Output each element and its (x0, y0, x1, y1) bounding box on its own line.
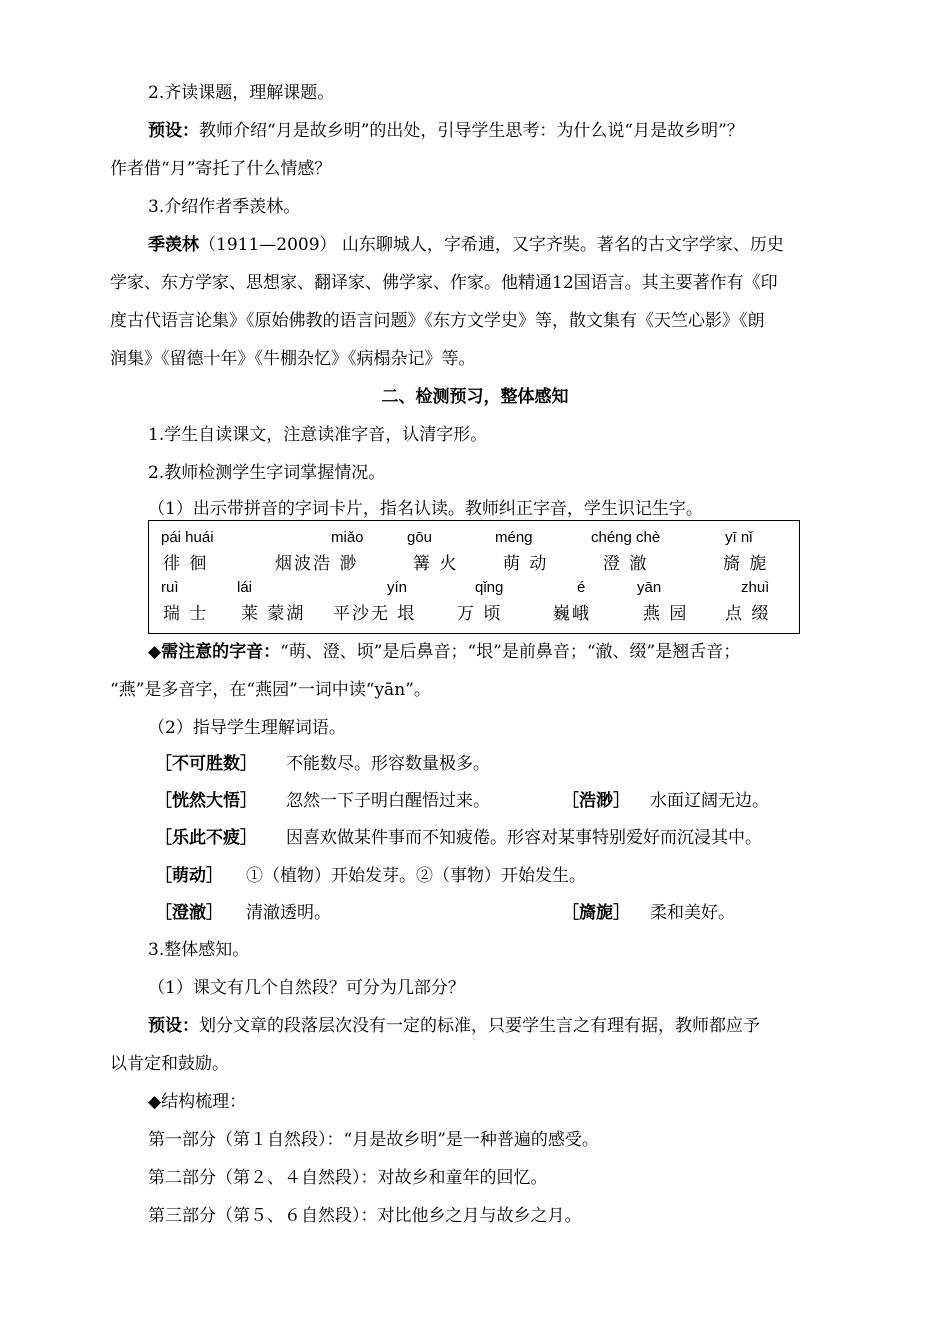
author-bio-text: （1911—2009） 山东聊城人，字希逋，又字齐奘。著名的古文字学家、历史 (199, 235, 784, 255)
preset-text: 划分文章的段落层次没有一定的标准，只要学生言之有理有据，教师都应予 (199, 1016, 760, 1036)
pinyin: yín (387, 579, 408, 596)
vocab-term: ［萌动］ (155, 866, 223, 886)
note-text: “萌、澄、顷”是后鼻音；“垠”是前鼻音；“澈、缀”是翘舌音； (280, 642, 741, 662)
structure-part-3: 第三部分（第５、６自然段）：对比他乡之月与故乡之月。 (148, 1206, 582, 1226)
step-read-title: 2.齐读课题，理解课题。 (148, 83, 335, 103)
vocab-term: ［不可胜数］ (155, 754, 257, 774)
vocab-term: ［恍然大悟］ (155, 791, 257, 811)
pinyin: lái (237, 579, 253, 596)
word: 平沙无 垠 (333, 604, 417, 624)
preset-label: 预设： (148, 121, 199, 141)
vocab-term: ［乐此不疲］ (155, 828, 257, 848)
vocab-definition: 水面辽阔无边。 (650, 791, 769, 811)
vocab-definition: 柔和美好。 (650, 903, 735, 923)
vocab-definition: 清澈透明。 (246, 903, 331, 923)
word: 烟波浩 渺 (275, 554, 359, 574)
structure-part-2: 第二部分（第２、４自然段）：对故乡和童年的回忆。 (148, 1168, 548, 1188)
vocab-definition: 忽然一下子明白醒悟过来。 (286, 791, 490, 811)
note-label: ◆需注意的字音： (148, 642, 281, 662)
vocab-term: ［澄澈］ (155, 903, 223, 923)
step-introduce-author: 3.介绍作者季羡林。 (148, 197, 301, 217)
pronunciation-note (148, 640, 888, 664)
step-explain-words: （2）指导学生理解词语。 (148, 718, 346, 738)
section-heading: 二、检测预习，整体感知 (381, 387, 569, 407)
step-check-vocab: 2.教师检测学生字词掌握情况。 (148, 463, 386, 483)
word: 莱 蒙湖 (241, 604, 306, 624)
author-bio-line-1 (148, 233, 888, 257)
word: 澄 澈 (603, 554, 649, 574)
structure-heading: ◆结构梳理： (148, 1092, 247, 1112)
pinyin: yī nǐ (725, 529, 753, 546)
author-name: 季羡林 (148, 235, 199, 255)
pinyin: yān (637, 579, 662, 596)
preset-paragraph-2 (148, 1014, 888, 1038)
word: 燕 园 (643, 604, 689, 624)
pinyin: zhuì (741, 579, 770, 596)
preset-paragraph-1 (148, 119, 888, 143)
vocab-definition: ①（植物）开始发芽。②（事物）开始发生。 (246, 866, 586, 886)
word: 萌 动 (503, 554, 549, 574)
author-bio-line-4: 润集》《留德十年》《牛棚杂忆》《病榻杂记》等。 (110, 349, 476, 369)
preset-paragraph-1-cont: 作者借“月”寄托了什么情感？ (110, 159, 332, 179)
author-bio-line-2: 学家、东方学家、思想家、翻译家、佛学家、作家。他精通12国语言。其主要著作有《印 (110, 273, 778, 293)
preset-paragraph-2-cont: 以肯定和鼓励。 (110, 1054, 229, 1074)
structure-part-1: 第一部分（第１自然段）：“月是故乡明”是一种普遍的感受。 (148, 1130, 599, 1150)
word: 万 顷 (457, 604, 503, 624)
step-show-cards: （1）出示带拼音的字词卡片，指名认读。教师纠正字音，学生识记生字。 (148, 499, 703, 519)
word: 巍峨 (553, 604, 591, 624)
pinyin: chéng chè (591, 529, 661, 546)
preset-text: 教师介绍“月是故乡明”的出处，引导学生思考：为什么说“月是故乡明”？ (199, 121, 744, 141)
pinyin: qǐng (475, 579, 504, 596)
pinyin: pái huái (161, 529, 214, 546)
pinyin: ruì (161, 579, 179, 596)
step-overall-perception: 3.整体感知。 (148, 940, 250, 960)
word: 点 缀 (725, 604, 771, 624)
vocab-definition: 因喜欢做某件事而不知疲倦。形容对某事特别爱好而沉浸其中。 (286, 828, 762, 848)
word: 徘 徊 (163, 554, 209, 574)
pinyin: méng (495, 529, 533, 546)
pinyin: é (577, 579, 586, 596)
step-self-read: 1.学生自读课文，注意读准字音，认清字形。 (148, 425, 488, 445)
pinyin: miǎo (331, 529, 364, 546)
word: 旖 旎 (723, 554, 769, 574)
preset-label: 预设： (148, 1016, 199, 1036)
vocab-definition: 不能数尽。形容数量极多。 (286, 754, 490, 774)
word: 瑞 士 (163, 604, 209, 624)
pronunciation-note-cont: “燕”是多音字，在“燕园”一词中读“yān”。 (110, 680, 431, 700)
pinyin: gōu (407, 529, 433, 546)
question-paragraphs: （1）课文有几个自然段？可分为几部分？ (148, 978, 465, 998)
pinyin-card-box (148, 520, 800, 634)
vocab-term: ［旖旎］ (562, 903, 630, 923)
vocab-term: ［浩渺］ (562, 791, 630, 811)
author-bio-line-3: 度古代语言论集》《原始佛教的语言问题》《东方文学史》等，散文集有《天竺心影》《朗 (110, 311, 765, 331)
word: 篝 火 (413, 554, 459, 574)
